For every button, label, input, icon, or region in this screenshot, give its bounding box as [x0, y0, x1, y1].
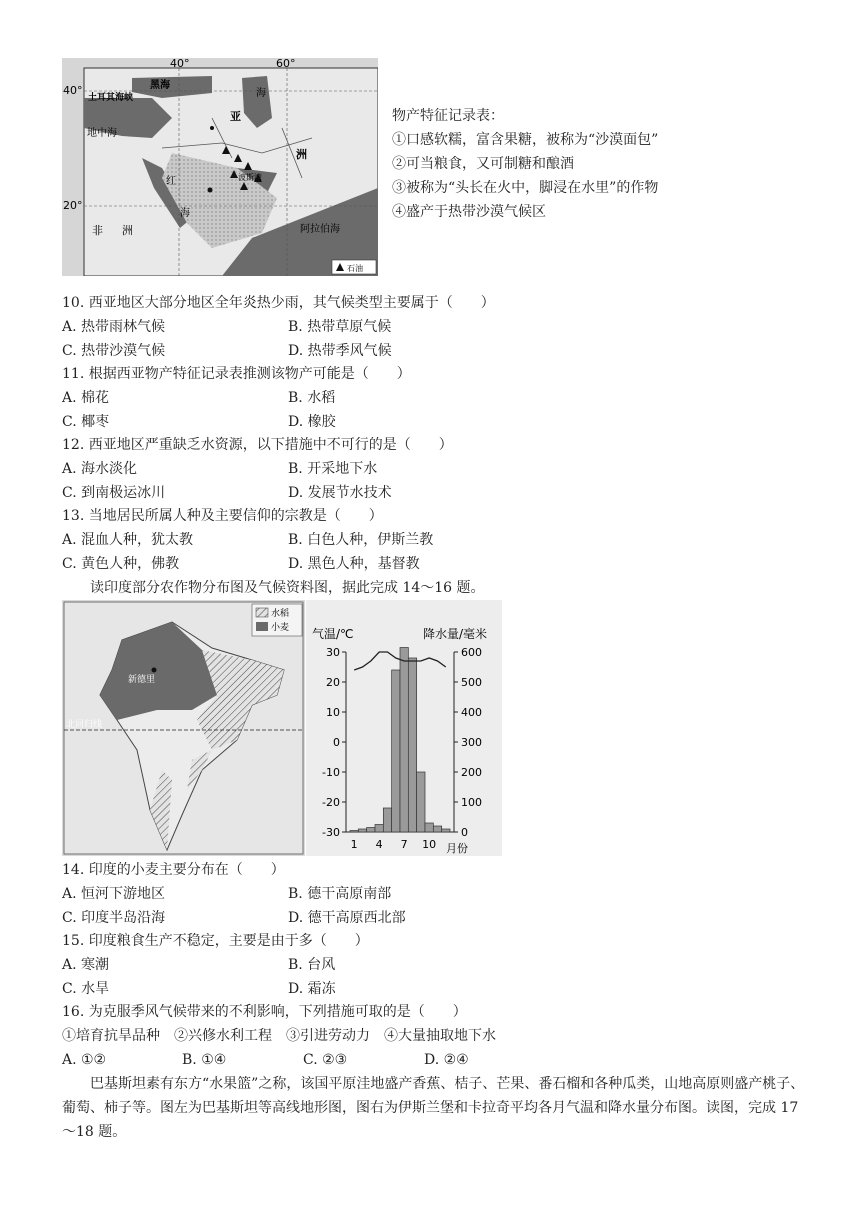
temp-tick-label: -30: [322, 826, 340, 839]
option-b[interactable]: B. 台风: [288, 957, 336, 973]
temp-tick-label: 30: [326, 646, 340, 659]
legend-label: 石油: [347, 264, 363, 273]
precip-tick-label: 500: [461, 676, 482, 689]
intro-text: 读印度部分农作物分布图及气候资料图，据此完成 14～16 题。: [90, 580, 485, 596]
option-b[interactable]: B. 白色人种，伊斯兰教: [288, 532, 434, 548]
question-stem: 12. 西亚地区严重缺乏水资源，以下措施中不可行的是（ ）: [62, 437, 453, 453]
precip-bar: [442, 829, 450, 832]
option-d[interactable]: D. 霜冻: [288, 981, 336, 997]
option-a[interactable]: A. ①②: [62, 1052, 107, 1068]
city-label: 新德里: [128, 675, 156, 685]
climate-chart: [306, 600, 502, 856]
legend-wheat: 小麦: [271, 623, 290, 633]
precip-bar: [367, 828, 375, 833]
india-crop-map: [62, 600, 305, 856]
place-label: 土耳其海峡: [88, 93, 134, 103]
option-d[interactable]: D. 黑色人种，基督教: [288, 556, 420, 572]
option-b[interactable]: B. 德干高原南部: [288, 886, 392, 902]
x-tick-label: 4: [375, 838, 383, 851]
place-label: 洲: [122, 224, 133, 237]
option-c[interactable]: C. 椰枣: [62, 414, 110, 430]
temp-tick-label: -10: [322, 766, 340, 779]
place-label: 海: [256, 88, 266, 99]
option-b[interactable]: B. 热带草原气候: [288, 319, 392, 335]
option-b[interactable]: B. 水稻: [288, 390, 336, 406]
x-tick-label: 7: [400, 838, 408, 851]
record-item: ①口感软糯，富含果糖，被称为“沙漠面包”: [392, 132, 659, 148]
lat-label: 20°: [63, 199, 83, 212]
question-stem: 16. 为克服季风气候带来的不利影响，下列措施可取的是（ ）: [62, 1004, 467, 1020]
option-c[interactable]: C. 水旱: [62, 981, 110, 997]
record-title: 物产特征记录表：: [392, 108, 504, 124]
option-a[interactable]: A. 恒河下游地区: [62, 886, 166, 902]
option-a[interactable]: A. 混血人种，犹太教: [62, 532, 194, 548]
place-label: 黑海: [150, 80, 170, 91]
temp-tick-label: 10: [326, 706, 340, 719]
west-asia-map: [62, 58, 378, 276]
precip-bar: [433, 826, 441, 832]
place-label: 非: [92, 224, 103, 237]
x-tick-label: 10: [422, 838, 437, 851]
record-item: ④盛产于热带沙漠气候区: [392, 204, 546, 220]
legend-rice: 水稻: [271, 609, 290, 619]
temp-tick-label: 0: [333, 736, 340, 749]
record-item: ②可当粮食，又可制糖和酿酒: [392, 156, 574, 172]
option-d[interactable]: D. 德干高原西北部: [288, 910, 406, 926]
place-label: 亚: [230, 110, 241, 123]
place-label: 海: [180, 208, 190, 219]
option-c[interactable]: C. 印度半岛沿海: [62, 910, 166, 926]
lon-label: 40°: [170, 58, 190, 70]
option-c[interactable]: C. ②③: [303, 1052, 348, 1068]
question-stem: 14. 印度的小麦主要分布在（ ）: [62, 862, 285, 878]
precip-tick-label: 100: [461, 796, 482, 809]
place-label: 洲: [296, 148, 307, 161]
precip-tick-label: 600: [461, 646, 482, 659]
place-label: 地中海: [87, 128, 117, 139]
precip-tick-label: 400: [461, 706, 482, 719]
temp-tick-label: -20: [322, 796, 340, 809]
option-d[interactable]: D. 热带季风气候: [288, 343, 392, 359]
x-axis-label: 月份: [446, 842, 468, 855]
option-c[interactable]: C. 黄色人种，佛教: [62, 556, 180, 572]
question-stem: 15. 印度粮食生产不稳定，主要是由于多（ ）: [62, 933, 369, 949]
precip-bar: [408, 658, 416, 832]
precip-bar: [383, 808, 391, 832]
precip-bar: [400, 648, 408, 833]
precip-tick-label: 300: [461, 736, 482, 749]
precip-bar: [425, 823, 433, 832]
place-label: 红: [166, 176, 176, 187]
question-stem: 13. 当地居民所属人种及主要信仰的宗教是（ ）: [62, 508, 383, 524]
question-stem: 10. 西亚地区大部分地区全年炎热少雨，其气候类型主要属于（ ）: [62, 295, 495, 311]
option-d[interactable]: D. 橡胶: [288, 414, 336, 430]
lon-label: 60°: [276, 58, 296, 70]
precip-bar: [358, 829, 366, 832]
precip-bar: [375, 825, 383, 833]
lat-label: 40°: [63, 84, 83, 97]
option-a[interactable]: A. 热带雨林气候: [62, 319, 166, 335]
temp-tick-label: 20: [326, 676, 340, 689]
precip-tick-label: 0: [461, 826, 468, 839]
option-a[interactable]: A. 寒潮: [62, 957, 110, 973]
precip-axis-label: 降水量/毫米: [423, 627, 488, 641]
precip-bar: [350, 831, 358, 833]
option-d[interactable]: D. ②④: [424, 1052, 469, 1068]
option-b[interactable]: B. ①④: [182, 1052, 227, 1068]
x-tick-label: 1: [350, 838, 358, 851]
question-stem: 11. 根据西亚物产特征记录表推测该物产可能是（ ）: [62, 366, 411, 382]
precip-tick-label: 200: [461, 766, 482, 779]
option-c[interactable]: C. 热带沙漠气候: [62, 343, 166, 359]
passage-text: 巴基斯坦素有东方“水果篮”之称，该国平原洼地盛产香蕉、桔子、芒果、番石榴和各种瓜类，山地高原则盛产桃子、葡萄、柿子等。图左为巴基斯坦等高线地形图，图右为伊斯兰堡和卡拉奇平均各月气温和降水量分布图。读图，完成 17～18 题。: [62, 1076, 805, 1140]
record-item: ③被称为“头长在火中，脚浸在水里”的作物: [392, 180, 659, 196]
precip-bar: [417, 772, 425, 832]
precip-bar: [392, 670, 400, 832]
tropic-label: 北回归线: [66, 720, 103, 730]
option-d[interactable]: D. 发展节水技术: [288, 485, 392, 501]
option-a[interactable]: A. 海水淡化: [62, 461, 138, 477]
question-substatements: ①培育抗旱品种 ②兴修水利工程 ③引进劳动力 ④大量抽取地下水: [62, 1028, 496, 1044]
option-b[interactable]: B. 开采地下水: [288, 461, 378, 477]
option-a[interactable]: A. 棉花: [62, 390, 110, 406]
place-label: 阿拉伯海: [300, 224, 340, 235]
temp-axis-label: 气温/℃: [312, 627, 354, 641]
place-label: 波斯湾: [238, 173, 262, 182]
option-c[interactable]: C. 到南极运冰川: [62, 485, 166, 501]
